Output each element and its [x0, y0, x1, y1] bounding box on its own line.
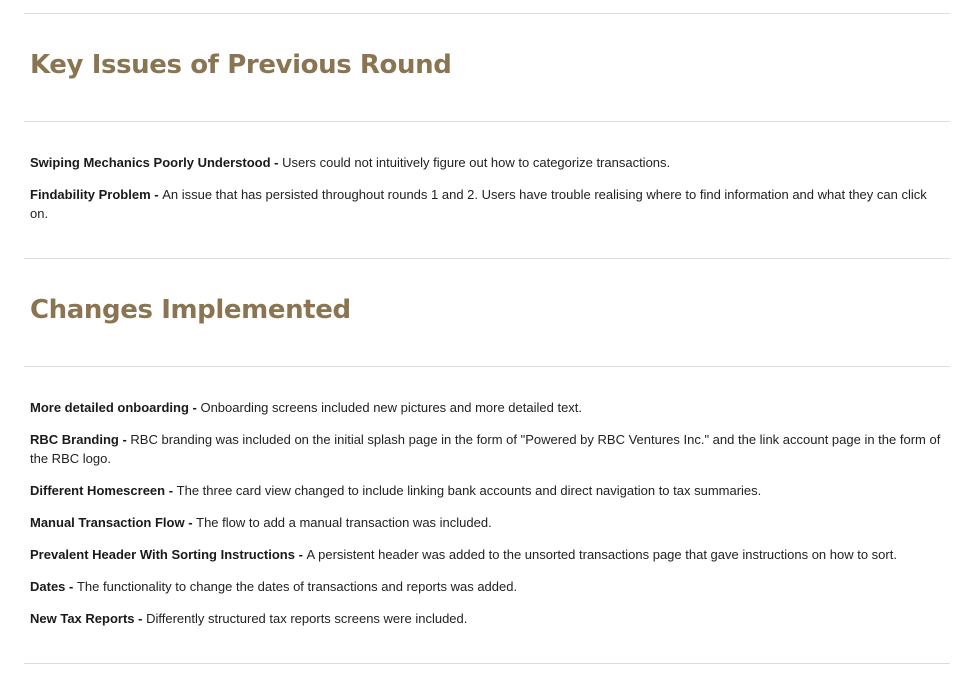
- item-separator: -: [188, 400, 201, 415]
- item-text: A persistent header was added to the unsorted transactions page that gave instructions on how to sort.: [306, 547, 897, 562]
- item-separator: -: [294, 547, 307, 562]
- list-item: [30, 481, 942, 500]
- item-text: Differently structured tax reports screens were included.: [146, 611, 468, 626]
- item-text: An issue that has persisted throughout rounds 1 and 2. Users have trouble realising where to find information and what they can click on.: [30, 187, 927, 221]
- divider: [24, 663, 950, 664]
- item-text: The functionality to change the dates of transactions and reports was added.: [76, 579, 518, 594]
- section-heading-changes-implemented: Changes Implemented: [30, 295, 351, 325]
- item-label: Manual Transaction Flow: [30, 515, 185, 530]
- list-item: [30, 398, 942, 417]
- item-separator: -: [150, 187, 163, 202]
- list-item: [30, 153, 942, 172]
- item-label: Dates: [30, 579, 66, 594]
- item-separator: -: [165, 483, 177, 498]
- item-text: The flow to add a manual transaction was included.: [196, 515, 492, 530]
- item-label: Swiping Mechanics Poorly Understood: [30, 155, 271, 170]
- divider: [24, 366, 950, 367]
- list-item: [30, 185, 942, 223]
- item-text: Users could not intuitively figure out how to categorize transactions.: [282, 155, 671, 170]
- item-separator: -: [65, 579, 77, 594]
- item-label: Different Homescreen: [30, 483, 166, 498]
- item-separator: -: [270, 155, 283, 170]
- list-item: [30, 609, 942, 628]
- list-item: [30, 577, 942, 596]
- item-text: RBC branding was included on the initial splash page in the form of "Powered by RBC Ventures Inc." and the link account page in the form of the RBC logo.: [30, 432, 941, 466]
- item-separator: -: [134, 611, 147, 626]
- item-text: The three card view changed to include linking bank accounts and direct navigation to tax summaries.: [176, 483, 762, 498]
- item-text: Onboarding screens included new pictures and more detailed text.: [200, 400, 583, 415]
- divider: [24, 13, 950, 14]
- list-item: [30, 430, 942, 468]
- item-label: Prevalent Header With Sorting Instructions: [30, 547, 295, 562]
- list-item: [30, 545, 942, 564]
- item-separator: -: [118, 432, 131, 447]
- item-separator: -: [184, 515, 197, 530]
- item-label: More detailed onboarding: [30, 400, 189, 415]
- section-heading-key-issues: Key Issues of Previous Round: [30, 50, 452, 80]
- list-item: [30, 513, 942, 532]
- item-label: Findability Problem: [30, 187, 151, 202]
- divider: [24, 121, 950, 122]
- divider: [24, 258, 950, 259]
- item-label: RBC Branding: [30, 432, 119, 447]
- item-label: New Tax Reports: [30, 611, 135, 626]
